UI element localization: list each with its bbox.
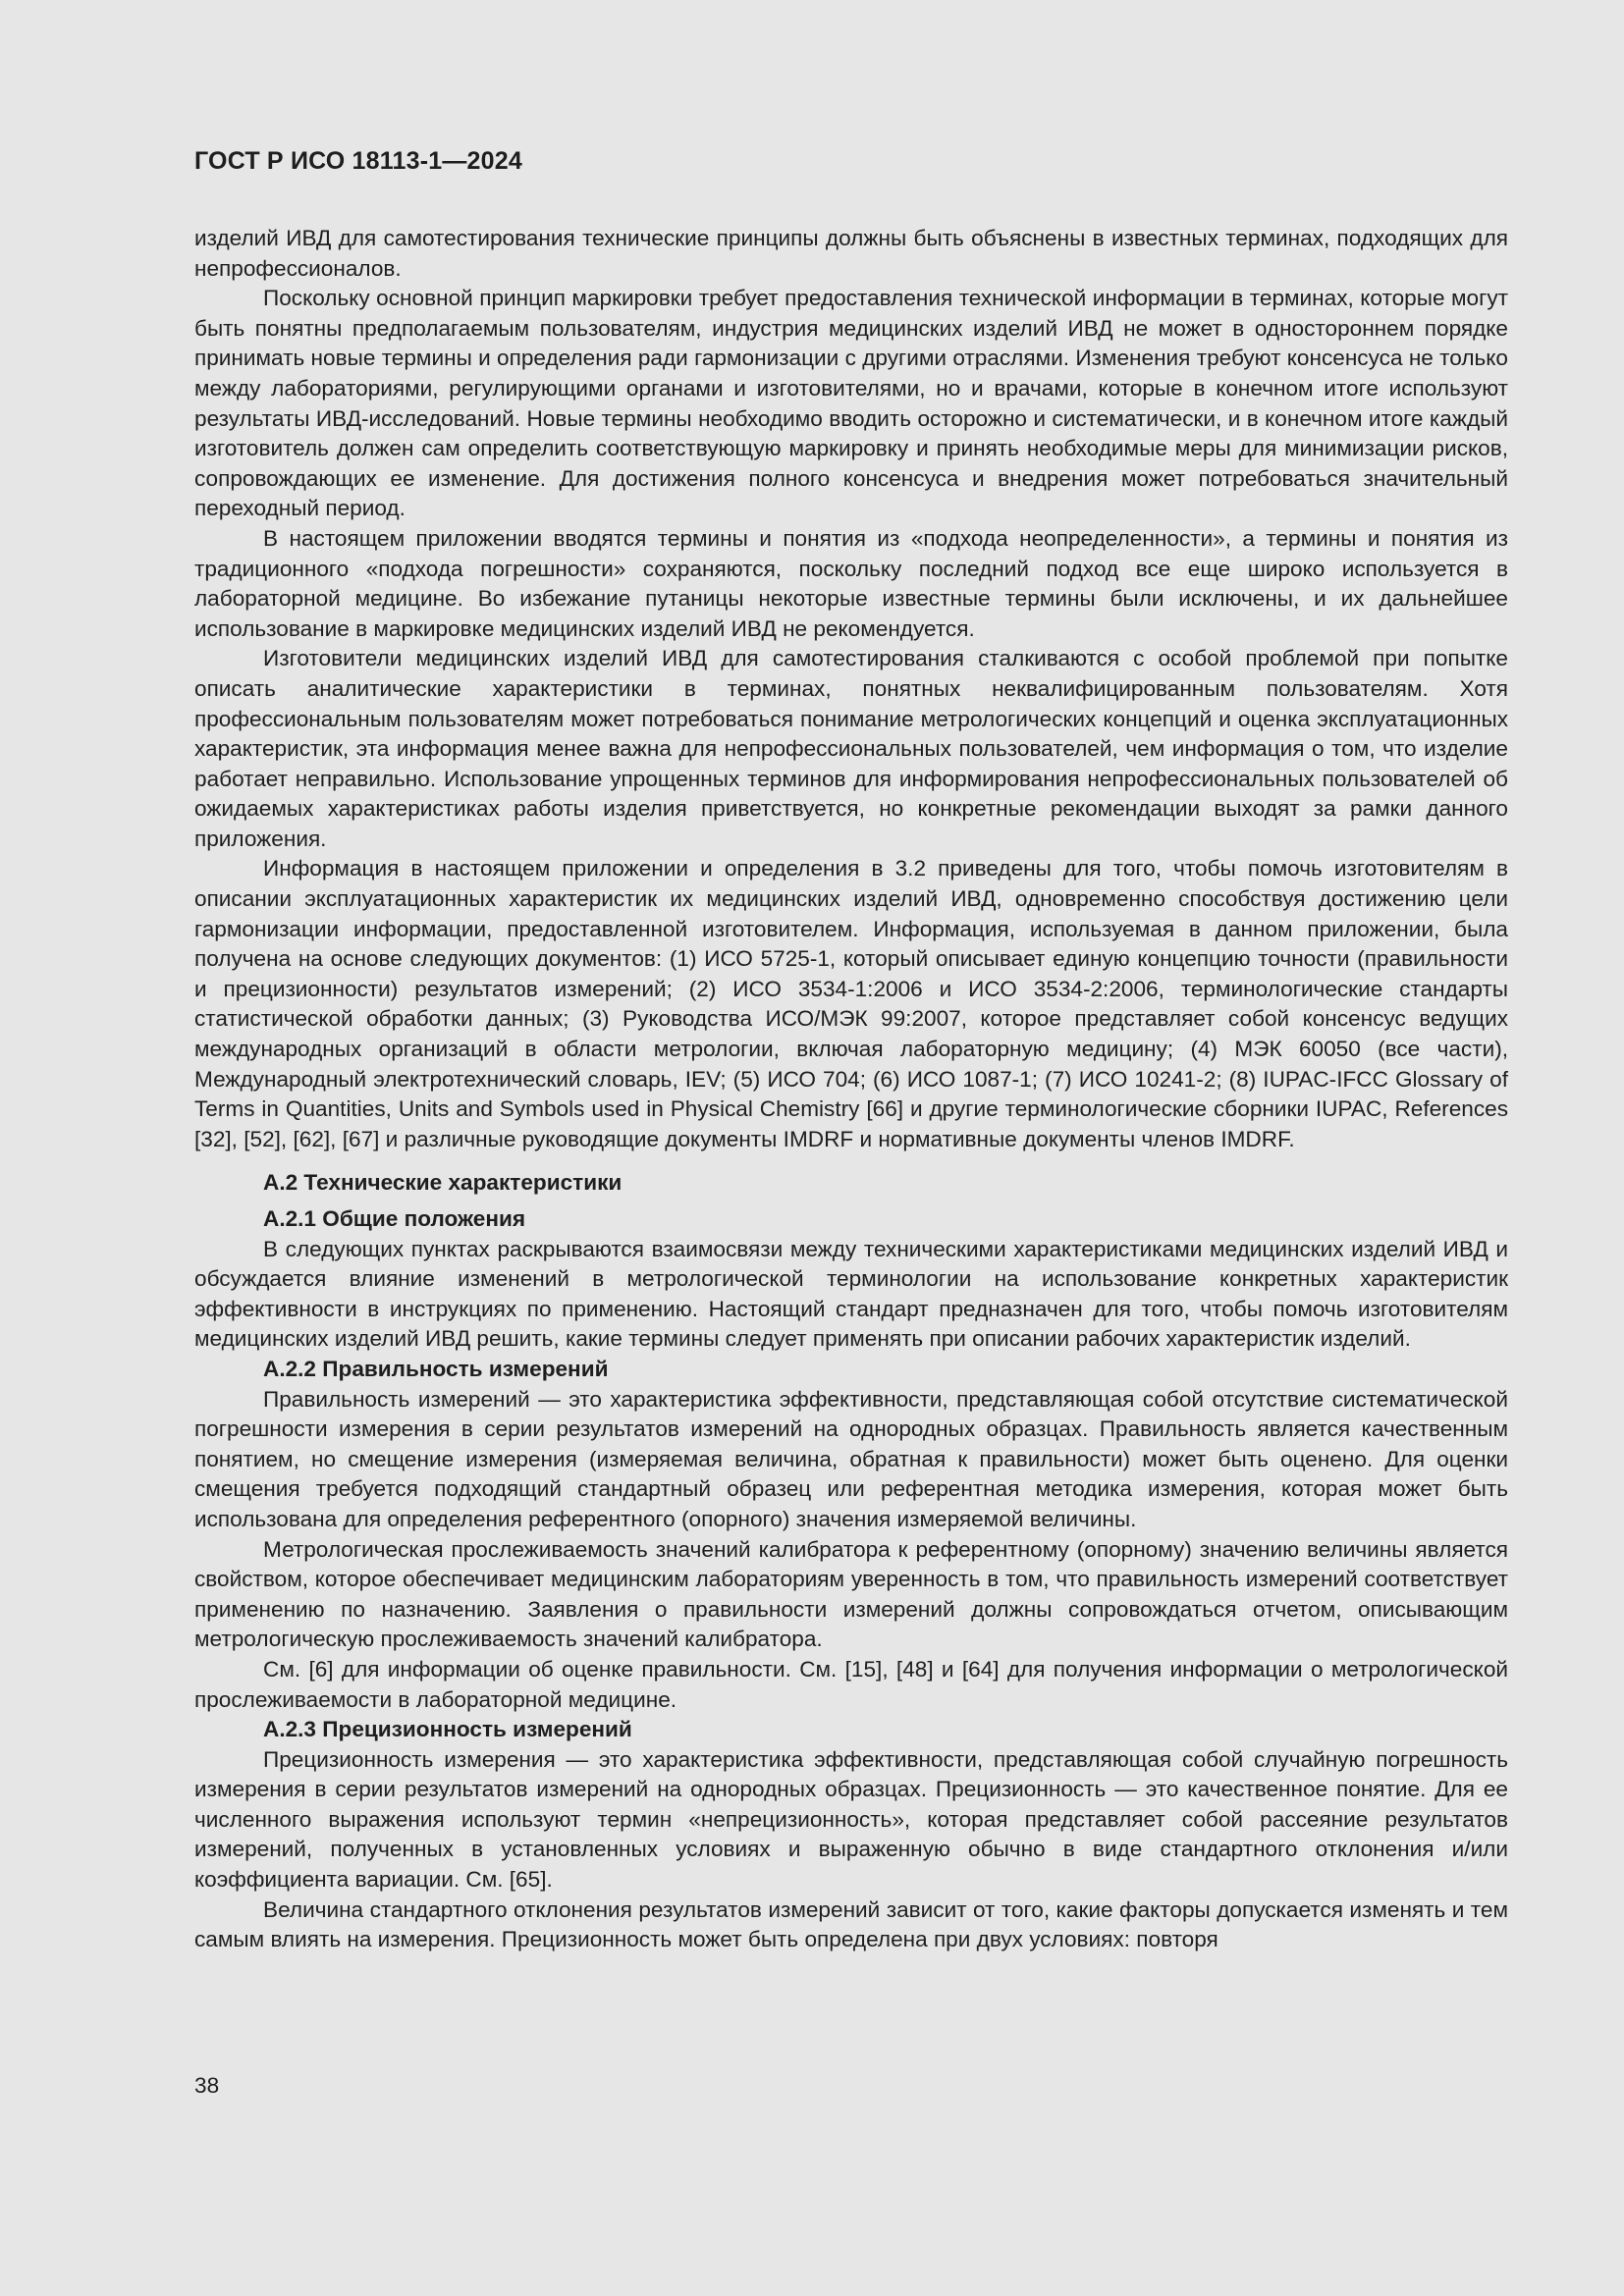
paragraph: Правильность измерений — это характеристика эффективности, представляющая собой отсутствие систематической погрешности измерения в серии результатов измерений на однородных образцах. Правильность является качественным понятием, но смещение измерения (измеряемая величина, обратная к правильности) может быть оценено. Для оценки смещения требуется подходящий стандартный образец или референтная методика измерения, которая может быть использована для определения референтного (опорного) значения измеряемой величины. bbox=[194, 1386, 1508, 1531]
paragraph: Прецизионность измерения — это характеристика эффективности, представляющая собой случайную погрешность измерения в серии результатов измерений на однородных образцах. Прецизионность — это качественное понятие. Для ее численного выражения используют термин «непрецизионность», которая представляет собой рассеяние результатов измерений, полученных в установленных условиях и выраженную обычно в виде стандартного отклонения и/или коэффициента вариации. См. [65]. bbox=[194, 1746, 1508, 1893]
section-heading-a2: А.2 Технические характеристики bbox=[263, 1170, 623, 1196]
paragraph: Метрологическая прослеживаемость значений калибратора к референтному (опорному) значению величины является свойством, которое обеспечивает медицинским лабораториям уверенность в том, что правильность измерений соответствует применению по назначению. Заявления о правильности измерений должны сопровождаться отчетом, описывающим метрологическую прослеживаемость значений калибратора. bbox=[194, 1536, 1508, 1652]
paragraph: изделий ИВД для самотестирования технические принципы должны быть объяснены в известных терминах, подходящих для непрофессионалов. bbox=[194, 226, 1508, 281]
paragraph: Поскольку основной принцип маркировки требует предоставления технической информации в терминах, которые могут быть понятны предполагаемым пользователям, индустрия медицинских изделий ИВД не может в одностороннем порядке принимать новые термины и определения ради гармонизации с другими отраслями. Изменения требуют консенсуса не только между лабораториями, регулирующими органами и изготовителями, но и врачами, которые в конечном итоге используют результаты ИВД-исследований. Новые термины необходимо вводить осторожно и систематически, и в конечном итоге каждый изготовитель должен сам определить соответствующую маркировку и принять необходимые меры для минимизации рисков, сопровождающих ее изменение. Для достижения полного консенсуса и внедрения может потребоваться значительный переходный период. bbox=[194, 286, 1508, 521]
paragraph: Величина стандартного отклонения результатов измерений зависит от того, какие факторы допускается изменять и тем самым влиять на измерения. Прецизионность может быть определена при двух условиях: повторя bbox=[194, 1896, 1508, 1952]
paragraph: В настоящем приложении вводятся термины и понятия из «подхода неопределенности», а термины и понятия из традиционного «подхода погрешности» сохраняются, поскольку последний подход все еще широко используется в лабораторной медицине. Во избежание путаницы некоторые известные термины были исключены, и их дальнейшее использование в маркировке медицинских изделий ИВД не рекомендуется. bbox=[194, 525, 1508, 641]
paragraph: Информация в настоящем приложении и определения в 3.2 приведены для того, чтобы помочь изготовителям в описании эксплуатационных характеристик их медицинских изделий ИВД, одновременно способствуя достижению цели гармонизации информации, предоставленной изготовителем. Информация, используемая в данном приложении, была получена на основе следующих документов: (1) ИСО 5725-1, который описывает единую концепцию точности (правильности и прецизионности) результатов измерений; (2) ИСО 3534-1:2006 и ИСО 3534-2:2006, терминологические стандарты статистической обработки данных; (3) Руководства ИСО/МЭК 99:2007, которое представляет собой консенсус ведущих международных организаций в области метрологии, включая лабораторную медицину; (4) МЭК 60050 (все части), Международный электротехнический словарь, IEV; (5) ИСО 704; (6) ИСО 1087-1; (7) ИСО 10241-2; (8) IUPAC-IFCC Glossary of Terms in Quantities, Units and Symbols used in Physical Chemistry [66] и другие терминологические сборники IUPAC, References [32], [52], [62], [67] и различные руководящие документы IMDRF и нормативные документы членов IMDRF. bbox=[194, 856, 1508, 1151]
document-body bbox=[194, 224, 1508, 1955]
paragraph: См. [6] для информации об оценке правильности. См. [15], [48] и [64] для получения информации о метрологической прослеживаемости в лабораторной медицине. bbox=[194, 1656, 1508, 1712]
page-number: 38 bbox=[194, 2073, 220, 2098]
subsection-heading-a23: А.2.3 Прецизионность измерений bbox=[263, 1717, 632, 1742]
paragraph: Изготовители медицинских изделий ИВД для самотестирования сталкиваются с особой проблемой при попытке описать аналитические характеристики в терминах, понятных неквалифицированным пользователям. Хотя профессиональным пользователям может потребоваться понимание метрологических концепций и оценка эксплуатационных характеристик, эта информация менее важна для непрофессиональных пользователей, чем информация о том, что изделие работает неправильно. Использование упрощенных терминов для информирования непрофессиональных пользователей об ожидаемых характеристиках работы изделия приветствуется, но конкретные рекомендации выходят за рамки данного приложения. bbox=[194, 646, 1508, 851]
subsection-heading-a21: А.2.1 Общие положения bbox=[263, 1206, 526, 1231]
page-header-standard-id: ГОСТ Р ИСО 18113-1—2024 bbox=[194, 147, 522, 175]
subsection-heading-a22: А.2.2 Правильность измерений bbox=[263, 1356, 609, 1381]
paragraph: В следующих пунктах раскрываются взаимосвязи между техническими характеристиками медицинских изделий ИВД и обсуждается влияние изменений в метрологической терминологии на использование конкретных характеристик эффективности в инструкциях по применению. Настоящий стандарт предназначен для того, чтобы помочь изготовителям медицинских изделий ИВД решить, какие термины следует применять при описании рабочих характеристик изделий. bbox=[194, 1236, 1508, 1352]
